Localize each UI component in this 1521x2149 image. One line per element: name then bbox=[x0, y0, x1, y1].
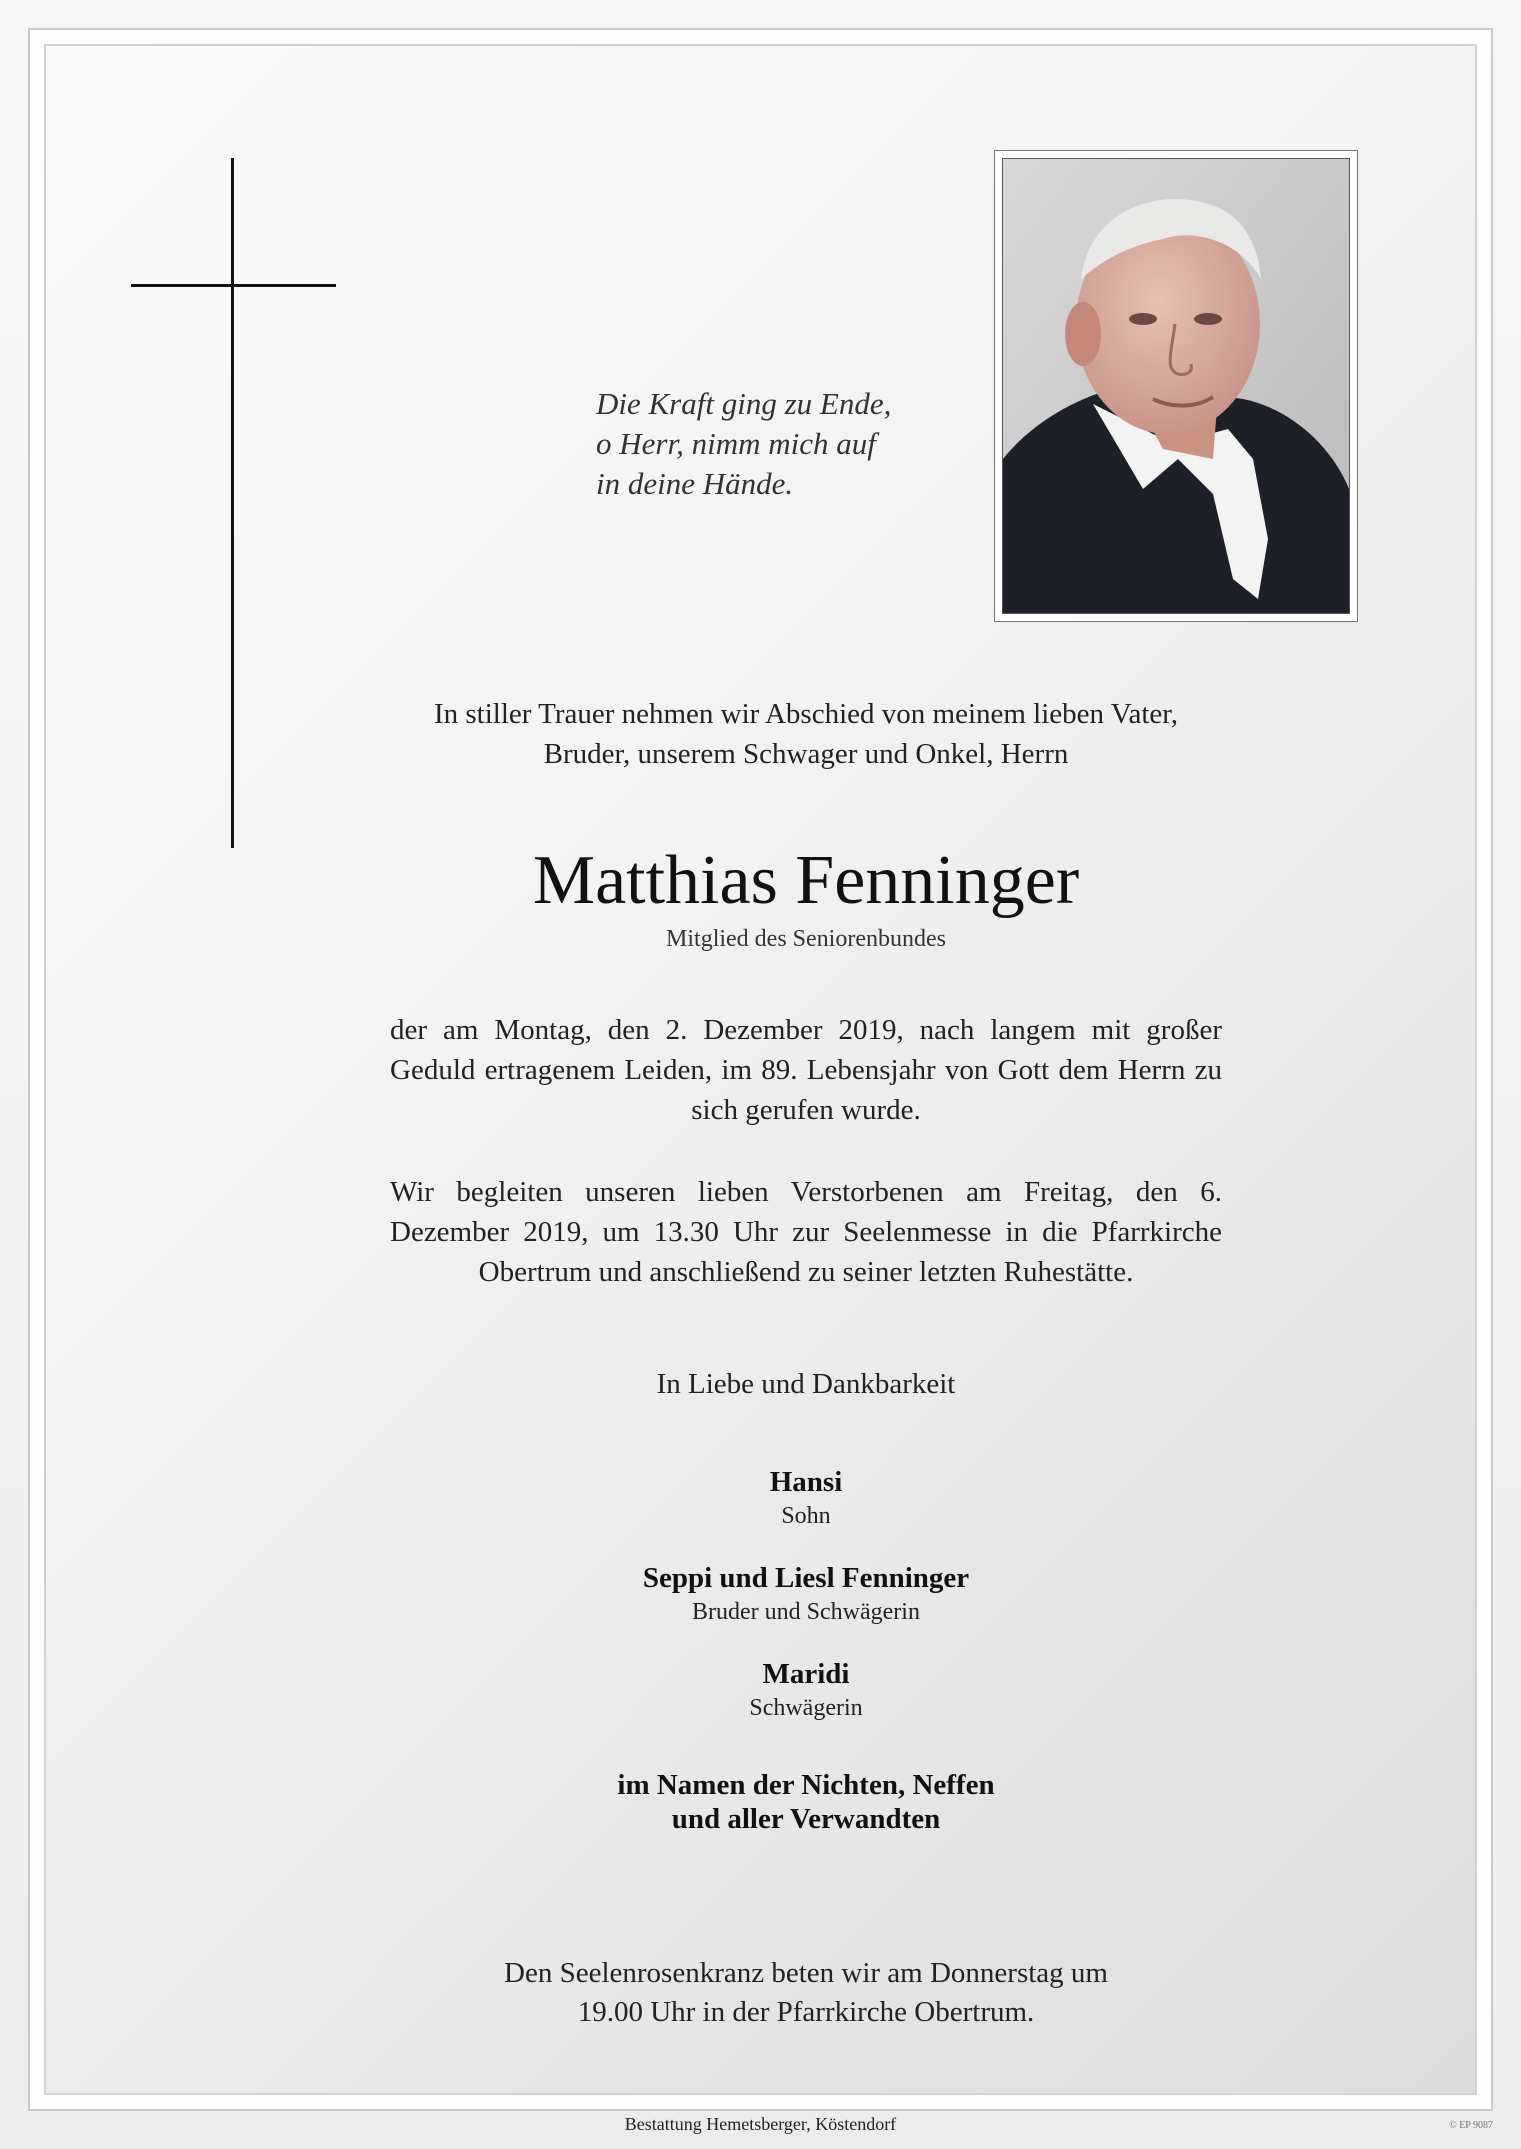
portrait-frame bbox=[994, 150, 1358, 622]
motto-line: Die Kraft ging zu Ende, bbox=[596, 386, 892, 421]
death-announcement-paragraph: der am Montag, den 2. Dezember 2019, nach langem mit großer Geduld ertragenem Leiden, im 89. Lebensjahr von Gott dem Herrn zu sich gerufen wurde. bbox=[390, 1014, 1222, 1126]
deceased-membership: Mitglied des Seniorenbundes bbox=[666, 926, 946, 952]
mourner-relation: Sohn bbox=[781, 1503, 831, 1529]
mourner-name: Maridi bbox=[762, 1658, 850, 1690]
relatives-line: und aller Verwandten bbox=[671, 1803, 941, 1835]
funeral-service-paragraph: Wir begleiten unseren lieben Verstorbenen am Freitag, den 6. Dezember 2019, um 13.30 Uhr zur Seelenmesse in die Pfarrkirche Obertrum und anschließend zu seiner letzten Ruhestätte. bbox=[390, 1176, 1222, 1288]
mourner-relation: Bruder und Schwägerin bbox=[692, 1599, 920, 1625]
closing-phrase: In Liebe und Dankbarkeit bbox=[656, 1368, 956, 1400]
relatives-note bbox=[390, 1768, 1222, 1836]
motto-verse bbox=[596, 384, 1016, 504]
intro-text bbox=[390, 694, 1222, 774]
deceased-name: Matthias Fenninger bbox=[532, 842, 1080, 919]
mourner-entry bbox=[390, 1464, 1222, 1532]
motto-line: in deine Hände. bbox=[596, 466, 794, 501]
relatives-line: im Namen der Nichten, Neffen bbox=[617, 1769, 995, 1801]
mourner-entry bbox=[390, 1560, 1222, 1628]
intro-line: In stiller Trauer nehmen wir Abschied von meinem lieben Vater, bbox=[433, 698, 1179, 730]
motto-line: o Herr, nimm mich auf bbox=[596, 426, 876, 461]
mourner-relation: Schwägerin bbox=[749, 1695, 863, 1721]
intro-line: Bruder, unserem Schwager und Onkel, Herrn bbox=[543, 738, 1069, 770]
funeral-home-credit: Bestattung Hemetsberger, Köstendorf bbox=[624, 2114, 897, 2134]
cross-icon-horizontal-bar bbox=[131, 284, 336, 287]
rosary-line: Den Seelenrosenkranz beten wir am Donnerstag um bbox=[504, 1957, 1108, 1989]
document-code: © EP 9087 bbox=[1449, 2120, 1493, 2131]
portrait-photo bbox=[1002, 158, 1350, 614]
rosary-notice bbox=[390, 1954, 1222, 2032]
mourner-name: Seppi und Liesl Fenninger bbox=[642, 1562, 970, 1594]
portrait-illustration bbox=[1003, 159, 1349, 613]
rosary-line: 19.00 Uhr in der Pfarrkirche Obertrum. bbox=[577, 1996, 1035, 2028]
cross-icon-vertical-bar bbox=[231, 158, 234, 848]
mourner-entry bbox=[390, 1656, 1222, 1724]
mourner-name: Hansi bbox=[769, 1466, 843, 1498]
